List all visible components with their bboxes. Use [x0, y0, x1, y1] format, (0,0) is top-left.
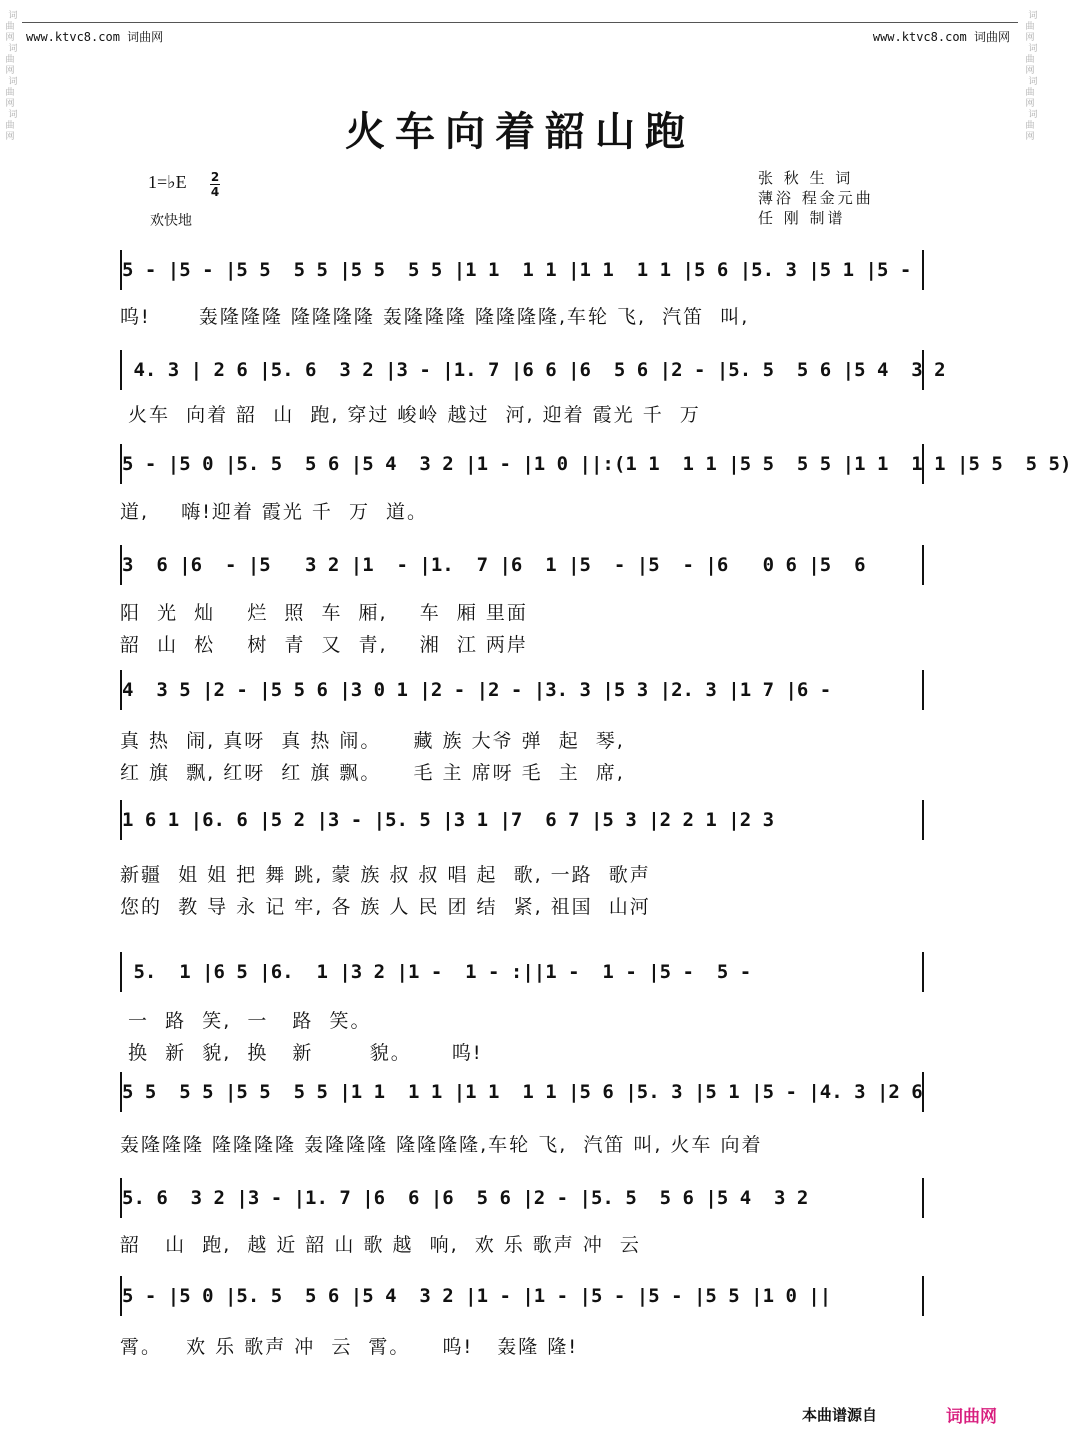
header-rule [22, 22, 1018, 23]
time-signature-bottom: 4 [210, 185, 220, 199]
notation-line-1: 5 - |5 - |5 5 5 5 |5 5 5 5 |1 1 1 1 |1 1 1 1 |5 6 |5. 3 |5 1 |5 - [120, 250, 924, 290]
lyric-line-10: 霄。 欢 乐 歌声 冲 云 霄。 呜! 轰隆 隆! [120, 1336, 578, 1358]
lyric-line-6b: 您的 教 导 永 记 牢, 各 族 人 民 团 结 紧, 祖国 山河 [120, 896, 651, 918]
key-signature: 1=♭E [148, 172, 187, 192]
composer-credit: 薄浴 程金元曲 [758, 189, 874, 207]
notation-line-8: 5 5 5 5 |5 5 5 5 |1 1 1 1 |1 1 1 1 |5 6 |5. 3 |5 1 |5 - |4. 3 |2 6 [120, 1072, 924, 1112]
time-signature [210, 170, 220, 199]
notation-line-4: 3 6 |6 - |5 3 2 |1 - |1. 7 |6 1 |5 - |5 - |6 0 6 |5 6 [120, 545, 924, 585]
transcriber-credit: 任 刚 制谱 [758, 209, 846, 227]
tempo-marking: 欢快地 [150, 213, 192, 229]
lyric-line-3: 道, 嗨!迎着 霞光 千 万 道。 [120, 501, 429, 523]
side-watermark-left: 词 曲 网 词 曲 网 词 曲 网 词 曲 网 [5, 11, 18, 142]
song-title: 火车向着韶山跑 [345, 108, 695, 155]
notation-line-3: 5 - |5 0 |5. 5 5 6 |5 4 3 2 |1 - |1 0 ||:(1 1 1 1 |5 5 5 5 |1 1 1 1 |5 5 5 5) [120, 444, 924, 484]
footer-brand-link[interactable]: 词曲网 [946, 1407, 997, 1427]
lyric-line-6a: 新疆 姐 姐 把 舞 跳, 蒙 族 叔 叔 唱 起 歌, 一路 歌声 [120, 864, 651, 886]
notation-line-9: 5. 6 3 2 |3 - |1. 7 |6 6 |6 5 6 |2 - |5. 5 5 6 |5 4 3 2 [120, 1178, 924, 1218]
lyric-line-4a: 阳 光 灿 烂 照 车 厢, 车 厢 里面 [120, 602, 528, 624]
song-credits [758, 168, 874, 228]
lyric-line-5b: 红 旗 飘, 红呀 红 旗 飘。 毛 主 席呀 毛 主 席, [120, 762, 625, 784]
lyric-line-7a: 一 路 笑, 一 路 笑。 [120, 1010, 372, 1032]
lyric-line-8: 轰隆隆隆 隆隆隆隆 轰隆隆隆 隆隆隆隆,车轮 飞, 汽笛 叫, 火车 向着 [120, 1134, 763, 1156]
lyric-line-4b: 韶 山 松 树 青 又 青, 湘 江 两岸 [120, 634, 528, 656]
lyric-line-2: 火车 向着 韶 山 跑, 穿过 峻岭 越过 河, 迎着 霞光 千 万 [120, 404, 701, 426]
footer-source-label: 本曲谱源自 [802, 1406, 878, 1424]
header-url-left[interactable]: www.ktvc8.com 词曲网 [26, 30, 164, 44]
lyricist-credit: 张 秋 生 词 [758, 169, 854, 187]
side-watermark-right: 词 曲 网 词 曲 网 词 曲 网 词 曲 网 [1025, 11, 1038, 142]
lyric-line-5a: 真 热 闹, 真呀 真 热 闹。 藏 族 大爷 弹 起 琴, [120, 730, 625, 752]
notation-line-7: 5. 1 |6 5 |6. 1 |3 2 |1 - 1 - :||1 - 1 - |5 - 5 - [120, 952, 924, 992]
notation-line-5: 4 3 5 |2 - |5 5 6 |3 0 1 |2 - |2 - |3. 3 |5 3 |2. 3 |1 7 |6 - [120, 670, 924, 710]
lyric-line-9: 韶 山 跑, 越 近 韶 山 歌 越 响, 欢 乐 歌声 冲 云 [120, 1234, 641, 1256]
header-url-right[interactable]: www.ktvc8.com 词曲网 [872, 30, 1010, 44]
notation-line-10: 5 - |5 0 |5. 5 5 6 |5 4 3 2 |1 - |1 - |5 - |5 - |5 5 |1 0 || [120, 1276, 924, 1316]
lyric-line-7b: 换 新 貌, 换 新 貌。 呜! [120, 1042, 483, 1064]
notation-line-2: 4. 3 | 2 6 |5. 6 3 2 |3 - |1. 7 |6 6 |6 5 6 |2 - |5. 5 5 6 |5 4 3 2 [120, 350, 924, 390]
lyric-line-1: 呜! 轰隆隆隆 隆隆隆隆 轰隆隆隆 隆隆隆隆,车轮 飞, 汽笛 叫, [120, 306, 750, 328]
notation-line-6: 1 6 1 |6. 6 |5 2 |3 - |5. 5 |3 1 |7 6 7 |5 3 |2 2 1 |2 3 [120, 800, 924, 840]
time-signature-top: 2 [210, 170, 220, 184]
